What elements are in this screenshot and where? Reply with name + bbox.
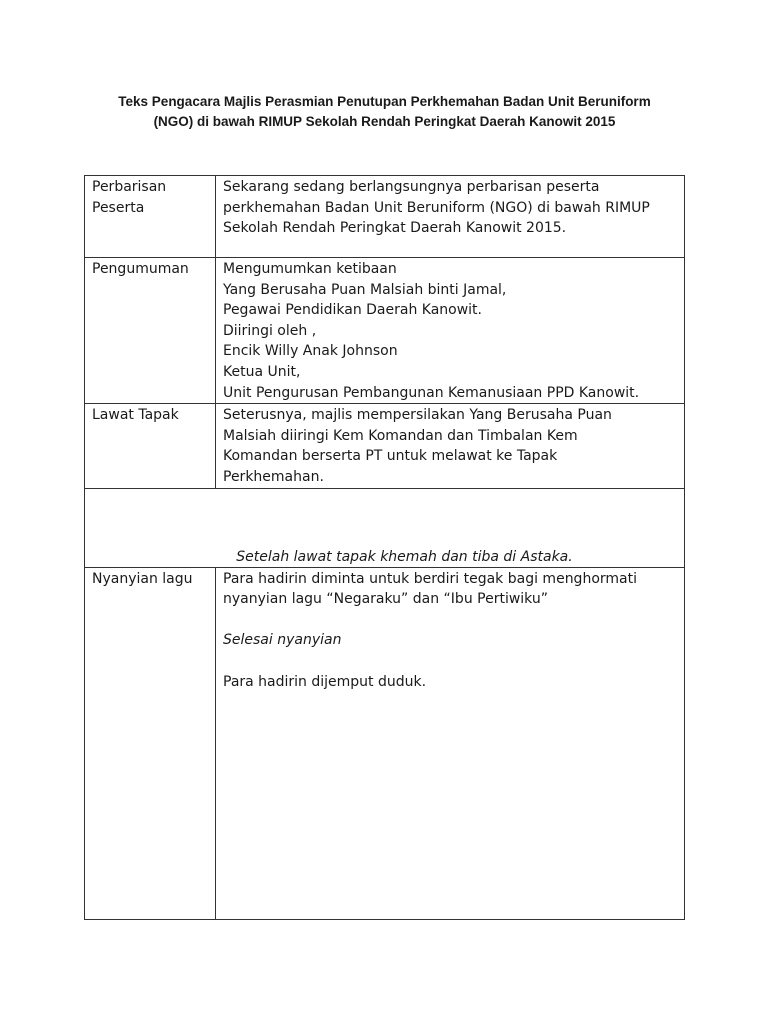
announcement-line: Pegawai Pendidikan Daerah Kanowit. [223,302,482,319]
row-label-text: Pengumuman [92,261,189,277]
announcement-line: Encik Willy Anak Johnson [223,343,398,360]
spacer [223,610,677,631]
transition-note: Setelah lawat tapak khemah dan tiba di Astaka. [236,548,573,565]
document-title-line-1: Teks Pengacara Majlis Perasmian Penutupan Perkhemahan Badan Unit Beruniform [118,94,651,109]
announcement-line: Ketua Unit, [223,363,301,380]
row-label [85,567,216,919]
document-title-line-2: (NGO) di bawah RIMUP Sekolah Rendah Peringkat Daerah Kanowit 2015 [153,114,616,129]
table-row [85,258,685,404]
table-row [85,567,685,919]
row-content-text: Para hadirin dijemput duduk. [223,673,427,690]
row-content-text: Seterusnya, majlis mempersilakan Yang Berusaha Puan Malsiah diiringi Kem Komandan dan Timbalan Kem Komandan berserta PT untuk melawat ke Tapak Perkhemahan. [223,407,612,485]
row-label [85,176,216,258]
row-content [216,404,685,488]
transition-note-cell [85,488,685,567]
row-label [85,258,216,404]
row-content-text: Sekarang sedang berlangsungnya perbarisan peserta perkhemahan Badan Unit Beruniform (NGO) di bawah RIMUP Sekolah Rendah Peringkat Daerah Kanowit 2015. [223,179,650,237]
row-content-italic-text: Selesai nyanyian [223,632,342,649]
row-content [216,567,685,919]
row-content-text: Para hadirin diminta untuk berdiri tegak bagi menghormati nyanyian lagu “Negaraku” dan “Ibu Pertiwiku” [223,570,637,608]
announcement-line: Diiringi oleh , [223,322,317,339]
spacer [223,651,677,672]
row-label [85,404,216,488]
script-table [84,175,685,920]
document-title [84,92,685,132]
row-label-text: Lawat Tapak [92,407,179,424]
row-content [216,176,685,258]
table-row [85,488,685,567]
announcement-line: Yang Berusaha Puan Malsiah binti Jamal, [223,281,507,298]
announcement-line: Unit Pengurusan Pembangunan Kemanusiaan PPD Kanowit. [223,384,640,401]
table-row [85,404,685,488]
row-content [216,258,685,404]
table-row [85,176,685,258]
announcement-line: Mengumumkan ketibaan [223,261,397,277]
row-label-text: Nyanyian lagu [92,570,193,587]
row-label-text: Perbarisan Peserta [92,179,167,216]
